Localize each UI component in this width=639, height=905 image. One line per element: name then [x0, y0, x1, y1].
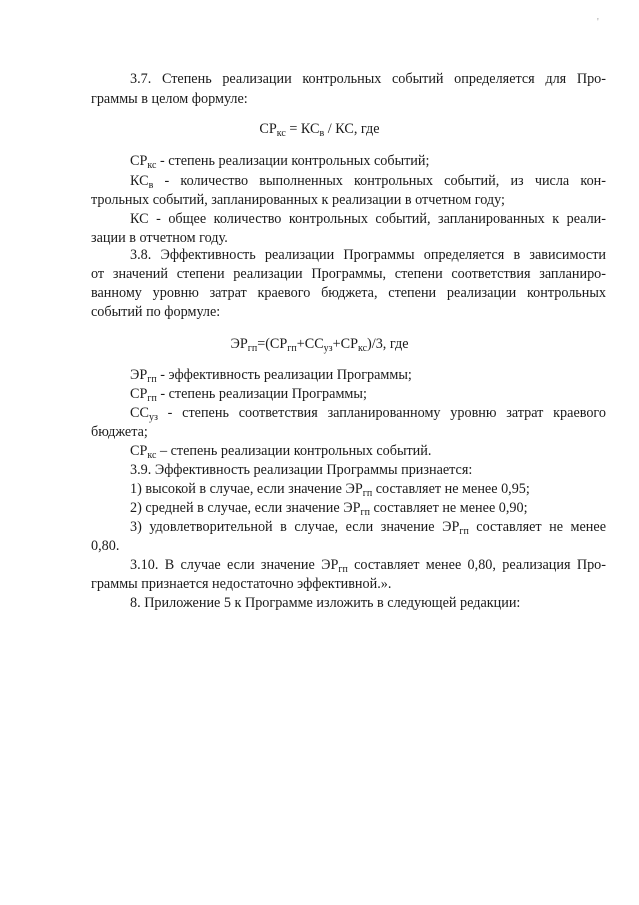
- text-line: [130, 442, 431, 460]
- text-run: 3.10. В случае если значение ЭР: [130, 557, 339, 573]
- text-run: составляет не менее 0,90;: [369, 500, 528, 516]
- text-line: [130, 556, 606, 574]
- text-run: составляет менее 0,80, реализация Про-: [347, 557, 606, 573]
- subscript: гп: [247, 343, 258, 354]
- text-line: от значений степени реализации Программы, степени соответствия запланиро-: [91, 266, 606, 282]
- text-line: [130, 480, 530, 498]
- text-line: [130, 404, 606, 422]
- text-run: - количество выполненных контрольных событий, из числа кон-: [153, 173, 606, 189]
- text-line: 3.7. Степень реализации контрольных событий определяется для Про-: [130, 71, 606, 87]
- text-run: = КС: [285, 121, 320, 137]
- text-line: [0, 335, 639, 353]
- scan-mark: ': [597, 17, 599, 28]
- text-run: ЭР: [230, 336, 248, 352]
- subscript: уз: [323, 343, 333, 354]
- text-run: / КС, где: [324, 121, 380, 137]
- text-run: - степень реализации контрольных событий;: [156, 153, 430, 169]
- subscript: гп: [459, 526, 469, 537]
- text-run: +СС: [296, 336, 324, 352]
- text-line: 0,80.: [91, 538, 120, 554]
- text-run: СР: [130, 386, 148, 402]
- text-run: 3) удовлетворительной в случае, если значение ЭР: [130, 519, 460, 535]
- text-run: КС: [130, 173, 149, 189]
- text-run: СР: [259, 121, 277, 137]
- text-line: [130, 518, 606, 536]
- text-line: [130, 385, 367, 403]
- text-run: СР: [130, 443, 148, 459]
- subscript: гп: [287, 343, 297, 354]
- subscript: кс: [357, 343, 368, 354]
- subscript: в: [319, 128, 325, 139]
- text-run: +СР: [332, 336, 358, 352]
- subscript: гп: [147, 374, 157, 385]
- subscript: гп: [338, 564, 348, 575]
- text-line: [130, 172, 606, 190]
- text-line: граммы признается недостаточно эффективной.».: [91, 576, 392, 592]
- text-line: 8. Приложение 5 к Программе изложить в следующей редакции:: [130, 595, 521, 611]
- text-run: )/3, где: [367, 336, 409, 352]
- text-line: событий по формуле:: [91, 304, 221, 320]
- text-run: составляет не менее: [468, 519, 606, 535]
- text-line: 3.8. Эффективность реализации Программы определяется в зависимости: [130, 247, 606, 263]
- subscript: гп: [147, 393, 157, 404]
- text-line: [130, 152, 429, 170]
- text-line: граммы в целом формуле:: [91, 91, 248, 107]
- text-run: - эффективность реализации Программы;: [156, 367, 412, 383]
- subscript: в: [148, 180, 154, 191]
- text-line: ванному уровню затрат краевого бюджета, степени реализации контрольных: [91, 285, 606, 301]
- text-line: [130, 366, 412, 384]
- text-run: СР: [130, 153, 148, 169]
- text-run: - степень соответствия запланированному уровню затрат краевого: [157, 405, 606, 421]
- subscript: уз: [148, 412, 158, 423]
- text-run: 1) высокой в случае, если значение ЭР: [130, 481, 363, 497]
- text-line: 3.9. Эффективность реализации Программы признается:: [130, 462, 473, 478]
- text-line: КС - общее количество контрольных событий, запланированных к реали-: [130, 211, 606, 227]
- text-run: ЭР: [130, 367, 148, 383]
- text-run: - степень реализации Программы;: [156, 386, 367, 402]
- subscript: кс: [147, 450, 157, 461]
- text-run: 2) средней в случае, если значение ЭР: [130, 500, 361, 516]
- text-line: [0, 120, 639, 138]
- subscript: гп: [362, 488, 373, 499]
- subscript: кс: [147, 160, 157, 171]
- text-line: [130, 499, 528, 517]
- text-run: СС: [130, 405, 149, 421]
- text-run: =(СР: [257, 336, 288, 352]
- text-line: трольных событий, запланированных к реализации в отчетном году;: [91, 192, 505, 208]
- text-line: бюджета;: [91, 424, 148, 440]
- subscript: гп: [360, 507, 370, 518]
- subscript: кс: [276, 128, 286, 139]
- text-run: составляет не менее 0,95;: [372, 481, 530, 497]
- text-run: – степень реализации контрольных событий.: [156, 443, 432, 459]
- text-line: зации в отчетном году.: [91, 230, 228, 246]
